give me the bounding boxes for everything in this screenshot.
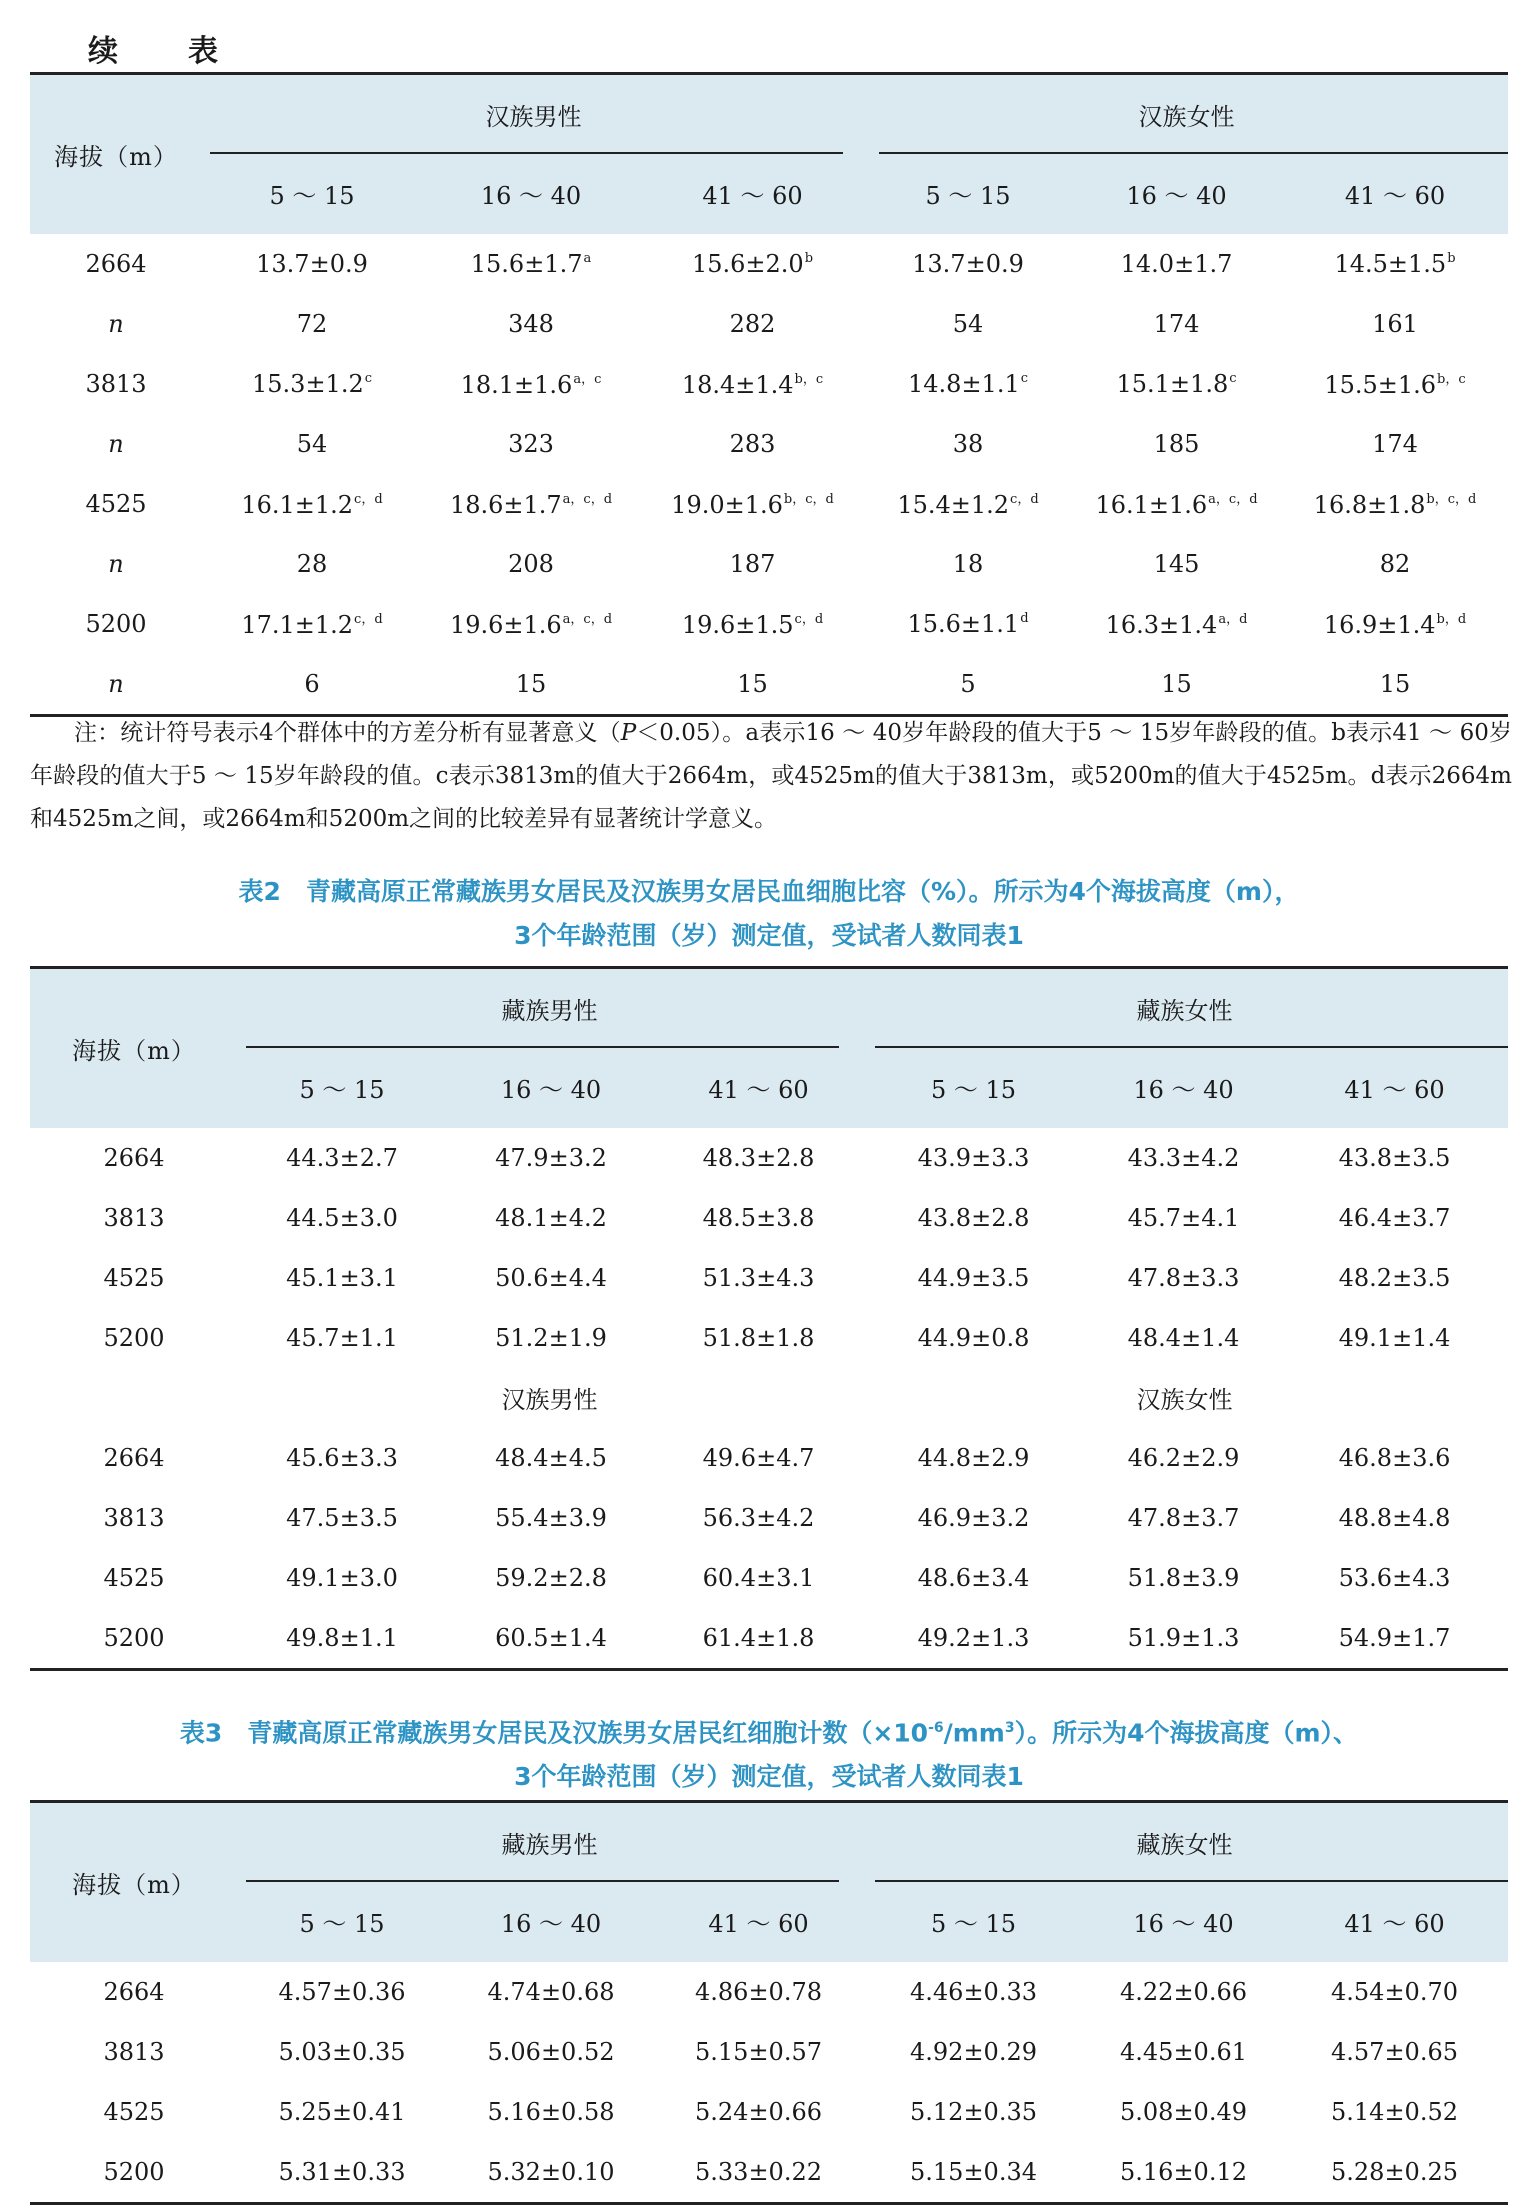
significance-mark: a bbox=[583, 250, 592, 266]
table-cell: 5.15±0.34 bbox=[910, 2157, 1037, 2186]
table-cell: 44.5±3.0 bbox=[286, 1203, 398, 1232]
row-label: 3813 bbox=[103, 1503, 165, 1532]
table-cell: 43.8±3.5 bbox=[1338, 1143, 1451, 1172]
table-cell: 5.03±0.35 bbox=[278, 2037, 406, 2066]
age-header: 5 ～ 15 bbox=[930, 1910, 1017, 1938]
table-row bbox=[30, 354, 1508, 414]
table-cell: 44.9±0.8 bbox=[917, 1323, 1030, 1352]
table-cell: 55.4±3.9 bbox=[495, 1503, 607, 1532]
row-label: 2664 bbox=[103, 1443, 165, 1472]
table-cell: 4.86±0.78 bbox=[695, 1977, 822, 2006]
age-header: 5 ～ 15 bbox=[925, 182, 1011, 210]
significance-mark: a，c，d bbox=[1208, 492, 1258, 507]
table-row bbox=[30, 2142, 1508, 2204]
table-2-caption bbox=[30, 870, 1508, 958]
table-cell: 5.25±0.41 bbox=[278, 2097, 406, 2126]
table-cell: 5.06±0.52 bbox=[487, 2037, 615, 2066]
row-label: n bbox=[108, 429, 124, 458]
note-text: 注：统计符号表示4个群体中的方差分析有显著意义（ bbox=[74, 720, 621, 746]
table-cell: 56.3±4.2 bbox=[702, 1503, 815, 1532]
table-cell: 5.14±0.52 bbox=[1331, 2097, 1458, 2126]
table-row bbox=[30, 1308, 1508, 1368]
table-cell: 47.8±3.3 bbox=[1127, 1263, 1240, 1292]
table-cell: 54 bbox=[952, 309, 984, 338]
table-cell: 44.8±2.9 bbox=[917, 1443, 1030, 1472]
caption-line: 表2 青藏高原正常藏族男女居民及汉族男女居民血细胞比容（%）。所示为4个海拔高度（m）， bbox=[238, 877, 1300, 906]
age-header: 41 ～ 60 bbox=[702, 182, 803, 210]
table-cell: 15 bbox=[1161, 669, 1192, 698]
age-header: 16 ～ 40 bbox=[1133, 1910, 1234, 1938]
table-cell: 49.6±4.7 bbox=[702, 1443, 815, 1472]
table-cell: 4.57±0.65 bbox=[1331, 2037, 1458, 2066]
table-row bbox=[30, 654, 1508, 716]
age-header: 16 ～ 40 bbox=[500, 1076, 602, 1104]
table-row bbox=[30, 534, 1508, 594]
table-cell: 45.1±3.1 bbox=[286, 1263, 398, 1292]
table-cell: 15.6±2.0$^b$ bbox=[691, 249, 814, 278]
table-cell: $18.4\pm 1.4^{b,c}$ bbox=[681, 371, 824, 399]
table-cell: 4.74±0.68 bbox=[487, 1977, 615, 2006]
table-cell: $16.8\pm 1.8^{b,c,d}$ bbox=[1313, 491, 1477, 519]
significance-mark: b，c bbox=[794, 372, 824, 387]
table-cell: 43.9±3.3 bbox=[917, 1143, 1030, 1172]
table-row bbox=[30, 1488, 1508, 1548]
row-label: 4525 bbox=[103, 2097, 165, 2126]
table-cell: 4.92±0.29 bbox=[910, 2037, 1037, 2066]
table-cell: 48.6±3.4 bbox=[917, 1563, 1030, 1592]
age-header: 41 ～ 60 bbox=[1344, 182, 1446, 210]
table-cell: 46.8±3.6 bbox=[1338, 1443, 1451, 1472]
group-header: 汉族男性 bbox=[202, 74, 865, 154]
table-cell: 44.9±3.5 bbox=[917, 1263, 1030, 1292]
table-cell: 48.4±4.5 bbox=[495, 1443, 607, 1472]
group-header: 藏族男性 bbox=[238, 1802, 861, 1882]
table-cell: $19.6\pm 1.5^{c,d}$ bbox=[681, 611, 824, 639]
table-row bbox=[30, 294, 1508, 354]
table-cell: 44.3±2.7 bbox=[286, 1143, 398, 1172]
table-cell: 53.6±4.3 bbox=[1338, 1563, 1451, 1592]
significance-mark: c bbox=[1020, 370, 1028, 386]
table-1-body bbox=[30, 234, 1508, 716]
subgroup-label: 汉族女性 bbox=[1136, 1386, 1233, 1414]
table-cell: $17.1\pm 1.2^{c,d}$ bbox=[241, 611, 383, 639]
table-cell: 54 bbox=[296, 429, 328, 458]
table-cell: 48.3±2.8 bbox=[702, 1143, 815, 1172]
table-note bbox=[30, 712, 1512, 841]
table-cell: 60.4±3.1 bbox=[702, 1563, 815, 1592]
significance-mark: a，c，d bbox=[562, 492, 613, 507]
table-cell: 15 bbox=[737, 669, 768, 698]
table-cell: 174 bbox=[1372, 429, 1418, 458]
table-cell: 4.22±0.66 bbox=[1120, 1977, 1247, 2006]
table-cell: $19.6\pm 1.6^{a,c,d}$ bbox=[449, 611, 613, 639]
group-header: 藏族女性 bbox=[861, 968, 1508, 1048]
table-cell: 51.3±4.3 bbox=[702, 1263, 815, 1292]
row-label: 2664 bbox=[103, 1977, 165, 2006]
significance-mark: c bbox=[1229, 370, 1237, 386]
table-cell: 282 bbox=[729, 309, 776, 338]
table-row bbox=[30, 1608, 1508, 1670]
row-label: 3813 bbox=[103, 2037, 165, 2066]
table-cell: 208 bbox=[508, 549, 554, 578]
table-cell: 51.2±1.9 bbox=[495, 1323, 607, 1352]
table-cell: 48.5±3.8 bbox=[702, 1203, 815, 1232]
table-cell: 49.2±1.3 bbox=[917, 1623, 1030, 1652]
table-cell: 4.45±0.61 bbox=[1120, 2037, 1247, 2066]
table-cell: $18.1\pm 1.6^{a,c}$ bbox=[460, 371, 602, 399]
row-label: 3813 bbox=[103, 1203, 165, 1232]
caption-line: 3个年龄范围（岁）测定值，受试者人数同表1 bbox=[514, 921, 1024, 950]
altitude-header: 海拔（m） bbox=[54, 142, 178, 171]
age-header: 5 ～ 15 bbox=[930, 1076, 1017, 1104]
table-2-body bbox=[30, 1128, 1508, 1670]
table-cell: 15.6±1.7$^a$ bbox=[470, 249, 592, 278]
significance-mark: c，d bbox=[794, 612, 824, 627]
row-label: n bbox=[108, 549, 124, 578]
table-cell: 45.6±3.3 bbox=[286, 1443, 398, 1472]
table-3-caption bbox=[30, 1706, 1508, 1799]
table-1-continued bbox=[30, 72, 1508, 717]
significance-mark: b，c，d bbox=[783, 492, 834, 507]
table-cell: 59.2±2.8 bbox=[495, 1563, 607, 1592]
table-row bbox=[30, 1248, 1508, 1308]
table-3-header bbox=[30, 1802, 1508, 1962]
row-label: 2664 bbox=[103, 1143, 165, 1172]
table-cell: 5.15±0.57 bbox=[695, 2037, 822, 2066]
table-cell: $16.3\pm 1.4^{a,d}$ bbox=[1105, 611, 1248, 639]
table-cell: 38 bbox=[952, 429, 984, 458]
table-cell: 48.1±4.2 bbox=[495, 1203, 607, 1232]
significance-mark: b，d bbox=[1436, 612, 1467, 627]
row-label: 4525 bbox=[85, 489, 147, 518]
row-label: 5200 bbox=[103, 2157, 165, 2186]
table-cell: 51.8±3.9 bbox=[1127, 1563, 1240, 1592]
table-cell: 323 bbox=[508, 429, 554, 458]
table-cell: 13.7±0.9 bbox=[256, 249, 368, 278]
age-header: 41 ～ 60 bbox=[1344, 1910, 1445, 1938]
significance-mark: a，c bbox=[573, 372, 602, 387]
table-cell: 5.24±0.66 bbox=[695, 2097, 822, 2126]
age-header: 5 ～ 15 bbox=[269, 182, 355, 210]
table-cell: 283 bbox=[729, 429, 776, 458]
table-cell: 49.1±3.0 bbox=[286, 1563, 398, 1592]
table-cell: 47.5±3.5 bbox=[286, 1503, 398, 1532]
table-cell: 46.9±3.2 bbox=[917, 1503, 1030, 1532]
table-cell: 5.31±0.33 bbox=[278, 2157, 406, 2186]
altitude-header: 海拔（m） bbox=[72, 1870, 196, 1899]
significance-mark: b，c bbox=[1437, 372, 1466, 387]
subgroup-row bbox=[30, 1368, 1508, 1428]
table-3-body bbox=[30, 1962, 1508, 2204]
significance-mark: d bbox=[1020, 610, 1029, 626]
table-cell: 18 bbox=[952, 549, 984, 578]
table-cell: 15 bbox=[1379, 669, 1411, 698]
table-cell: 14.5±1.5$^b$ bbox=[1334, 249, 1456, 278]
table-row bbox=[30, 1962, 1508, 2022]
table-3 bbox=[30, 1800, 1508, 2205]
altitude-header: 海拔（m） bbox=[72, 1036, 196, 1065]
note-text: ＜0.05）。a表示16 ～ 40岁年龄段的值大于5 ～ 15岁年龄段的值。b表示41 ～ 60岁年龄段的值大于5 ～ 15岁年龄段的值。c表示3813m的值大于2664m，或4525m的值大于3813m，或5200m的值大于4525m。d表示2664m和4525m之间，或2664m和5200m之间的比较差异有显著统计学意义。 bbox=[30, 720, 1512, 832]
significance-mark: c，d bbox=[354, 492, 383, 507]
table-cell: 47.9±3.2 bbox=[495, 1143, 607, 1172]
age-header: 16 ～ 40 bbox=[1126, 182, 1227, 210]
table-cell: 47.8±3.7 bbox=[1127, 1503, 1240, 1532]
table-cell: 161 bbox=[1372, 309, 1418, 338]
table-cell: 5.33±0.22 bbox=[695, 2157, 822, 2186]
table-row bbox=[30, 414, 1508, 474]
significance-mark: a，c，d bbox=[562, 612, 613, 627]
table-cell: 4.54±0.70 bbox=[1331, 1977, 1458, 2006]
row-label: n bbox=[108, 309, 124, 338]
table-cell: 46.4±3.7 bbox=[1338, 1203, 1451, 1232]
table-cell: 5.08±0.49 bbox=[1120, 2097, 1247, 2126]
table-row bbox=[30, 1128, 1508, 1188]
group-header: 藏族男性 bbox=[238, 968, 861, 1048]
table-row bbox=[30, 234, 1508, 294]
table-cell: 185 bbox=[1153, 429, 1200, 458]
table-row bbox=[30, 594, 1508, 654]
row-label: 4525 bbox=[103, 1263, 165, 1292]
table-cell: 82 bbox=[1379, 549, 1411, 578]
table-cell: $15.4\pm 1.2^{c,d}$ bbox=[897, 491, 1039, 519]
row-label: 4525 bbox=[103, 1563, 165, 1592]
table-cell: $19.0\pm 1.6^{b,c,d}$ bbox=[671, 491, 834, 519]
table-cell: $16.9\pm 1.4^{b,d}$ bbox=[1323, 611, 1467, 639]
table-cell: $16.1\pm 1.6^{a,c,d}$ bbox=[1095, 491, 1258, 519]
table-2 bbox=[30, 966, 1508, 1671]
table-cell: 48.4±1.4 bbox=[1127, 1323, 1240, 1352]
table-cell: 61.4±1.8 bbox=[702, 1623, 815, 1652]
table-cell: 49.8±1.1 bbox=[286, 1623, 398, 1652]
table-cell: 5 bbox=[960, 669, 976, 698]
table-cell: 4.46±0.33 bbox=[910, 1977, 1037, 2006]
table-cell: 15 bbox=[515, 669, 547, 698]
table-cell: 145 bbox=[1153, 549, 1200, 578]
age-header: 16 ～ 40 bbox=[1133, 1076, 1234, 1104]
subgroup-label: 汉族男性 bbox=[501, 1386, 598, 1414]
significance-mark: c，d bbox=[354, 612, 383, 627]
table-cell: 13.7±0.9 bbox=[912, 249, 1024, 278]
significance-mark: a，d bbox=[1218, 612, 1248, 627]
table-cell: 5.28±0.25 bbox=[1331, 2157, 1458, 2186]
table-cell: 72 bbox=[296, 309, 328, 338]
row-label: 3813 bbox=[85, 369, 147, 398]
table-cell: $16.1\pm 1.2^{c,d}$ bbox=[241, 491, 383, 519]
table-cell: 5.16±0.12 bbox=[1120, 2157, 1247, 2186]
age-header: 5 ～ 15 bbox=[299, 1076, 385, 1104]
table-cell: 51.8±1.8 bbox=[702, 1323, 815, 1352]
table-cell: 51.9±1.3 bbox=[1127, 1623, 1240, 1652]
p-symbol: P bbox=[620, 720, 637, 746]
table-cell: 348 bbox=[508, 309, 554, 338]
table-row bbox=[30, 474, 1508, 534]
table-cell: 14.8±1.1$^c$ bbox=[908, 369, 1028, 398]
age-header: 41 ～ 60 bbox=[708, 1910, 809, 1938]
significance-mark: c bbox=[364, 370, 372, 386]
significance-mark: c，d bbox=[1010, 492, 1039, 507]
row-label: n bbox=[108, 669, 124, 698]
age-header: 16 ～ 40 bbox=[500, 1910, 602, 1938]
significance-mark: b bbox=[1447, 250, 1456, 266]
table-cell: 28 bbox=[296, 549, 328, 578]
table-cell: 187 bbox=[729, 549, 776, 578]
table-cell: 15.3±1.2$^c$ bbox=[252, 369, 372, 398]
table-2-header bbox=[30, 968, 1508, 1128]
caption-line: 表3 青藏高原正常藏族男女居民及汉族男女居民红细胞计数$(\times 10^{-6}/mm^3)$。所示为4个海拔高度（m）、 bbox=[179, 1718, 1359, 1748]
age-header: 16 ～ 40 bbox=[480, 182, 582, 210]
table-cell: 45.7±1.1 bbox=[286, 1323, 398, 1352]
group-header: 汉族女性 bbox=[865, 74, 1508, 154]
significance-mark: b，c，d bbox=[1426, 492, 1477, 507]
caption-line: 3个年龄范围（岁）测定值，受试者人数同表1 bbox=[514, 1762, 1024, 1792]
table-row bbox=[30, 1188, 1508, 1248]
table-cell: 15.1±1.8$^c$ bbox=[1116, 369, 1237, 398]
table-cell: 54.9±1.7 bbox=[1338, 1623, 1451, 1652]
table-cell: 60.5±1.4 bbox=[495, 1623, 607, 1652]
table-cell: 4.57±0.36 bbox=[278, 1977, 406, 2006]
table-cell: $18.6\pm 1.7^{a,c,d}$ bbox=[449, 491, 613, 519]
table-cell: 45.7±4.1 bbox=[1127, 1203, 1240, 1232]
table-row bbox=[30, 1428, 1508, 1488]
row-label: 5200 bbox=[103, 1323, 165, 1352]
row-label: 2664 bbox=[85, 249, 147, 278]
group-header: 藏族女性 bbox=[861, 1802, 1508, 1882]
age-header: 5 ～ 15 bbox=[299, 1910, 385, 1938]
age-header: 41 ～ 60 bbox=[1344, 1076, 1445, 1104]
table-cell: 50.6±4.4 bbox=[495, 1263, 607, 1292]
table-cell: 49.1±1.4 bbox=[1338, 1323, 1451, 1352]
table-cell: 15.6±1.1$^d$ bbox=[907, 609, 1029, 638]
table-cell: 46.2±2.9 bbox=[1127, 1443, 1240, 1472]
continued-label: 续 表 bbox=[88, 34, 238, 69]
table-cell: 43.3±4.2 bbox=[1127, 1143, 1240, 1172]
table-cell: 174 bbox=[1153, 309, 1200, 338]
table-row bbox=[30, 1548, 1508, 1608]
table-cell: 48.8±4.8 bbox=[1338, 1503, 1451, 1532]
table-cell: 6 bbox=[304, 669, 320, 698]
empty-cell bbox=[30, 1368, 238, 1428]
table-cell: 14.0±1.7 bbox=[1120, 249, 1233, 278]
table-cell: 5.16±0.58 bbox=[487, 2097, 615, 2126]
table-cell: 43.8±2.8 bbox=[917, 1203, 1030, 1232]
significance-mark: b bbox=[804, 250, 814, 266]
table-row bbox=[30, 2022, 1508, 2082]
table-cell: $15.5\pm 1.6^{b,c}$ bbox=[1324, 371, 1466, 399]
table-row bbox=[30, 2082, 1508, 2142]
table-cell: 5.32±0.10 bbox=[487, 2157, 615, 2186]
table-1-header bbox=[30, 74, 1508, 234]
age-header: 41 ～ 60 bbox=[708, 1076, 809, 1104]
row-label: 5200 bbox=[85, 609, 147, 638]
table-cell: 5.12±0.35 bbox=[910, 2097, 1037, 2126]
row-label: 5200 bbox=[103, 1623, 165, 1652]
table-cell: 48.2±3.5 bbox=[1338, 1263, 1451, 1292]
